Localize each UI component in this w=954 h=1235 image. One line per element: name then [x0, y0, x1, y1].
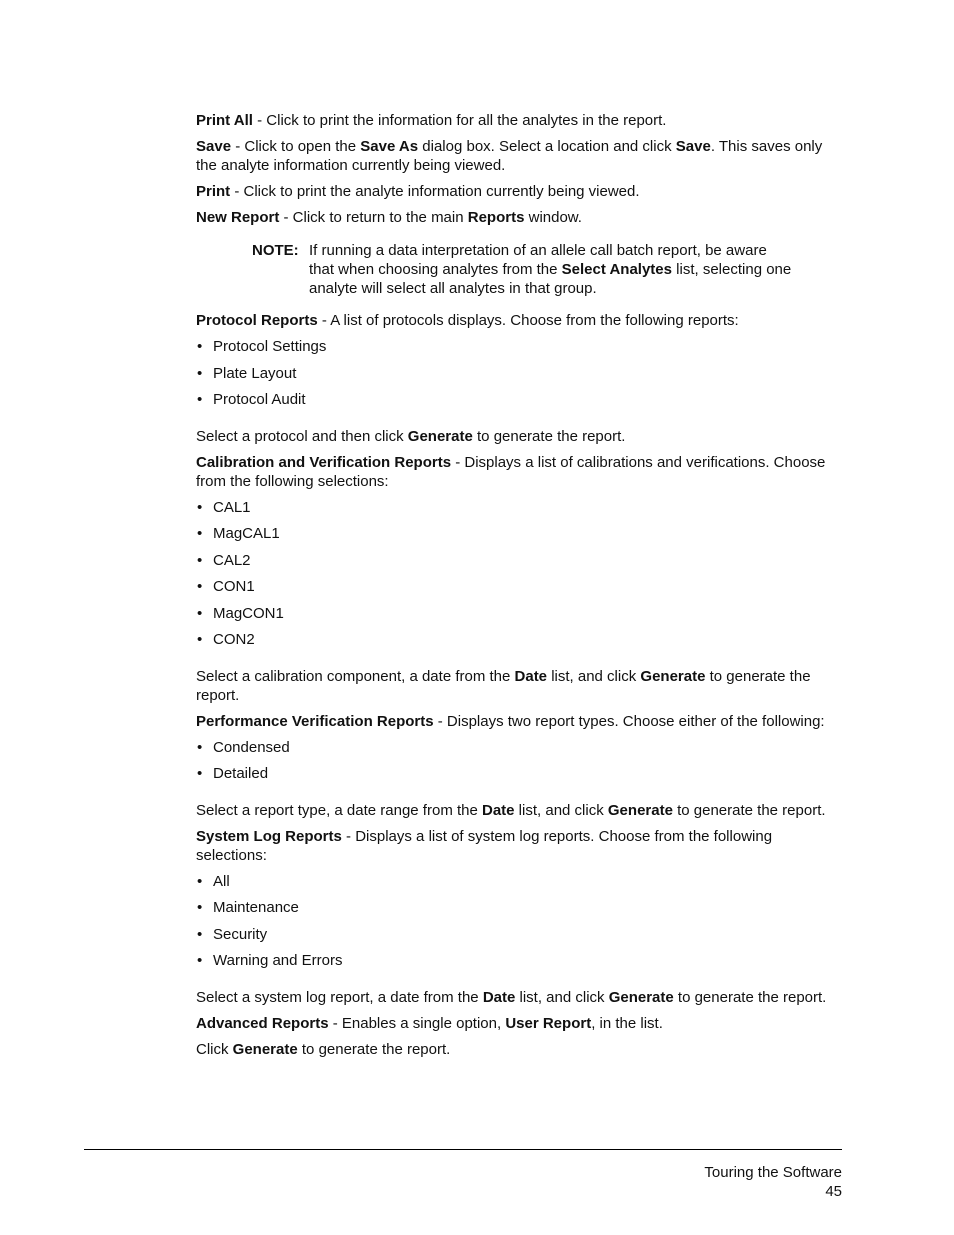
text-run: - A list of protocols displays. Choose from the following reports:	[317, 312, 739, 329]
list-item	[196, 764, 841, 791]
text-run: Select a calibration component, a date from the	[196, 667, 515, 685]
text-run: list, and click	[514, 801, 608, 819]
text-run: - Enables a single option,	[328, 1014, 506, 1032]
bullet-icon: •	[197, 765, 203, 782]
list-item	[196, 951, 841, 978]
note-label: NOTE:	[252, 242, 299, 259]
text-run: If running a data interpretation of an allele call batch report, be aware that when choosing analytes from the	[309, 242, 767, 278]
bold-term: User Report	[505, 1014, 592, 1032]
text-run: , in the list.	[591, 1014, 663, 1032]
bold-term: Reports	[467, 209, 525, 226]
list-item	[196, 551, 841, 578]
bullet-list	[196, 738, 841, 791]
text-run: list, selecting one analyte will select all analytes in that group.	[309, 261, 792, 297]
list-item-label: MagCON1	[213, 604, 284, 622]
bullet-icon: •	[197, 551, 203, 569]
text-run: - Displays a list of system log reports. Choose from the following selections:	[196, 827, 773, 864]
bold-term: Save	[196, 138, 232, 155]
bold-term: Save	[675, 138, 711, 155]
text-run: - Click to return to the main	[279, 209, 468, 226]
list-item-label: CAL2	[213, 551, 251, 569]
text-run: list, and click	[515, 988, 609, 1006]
bold-term: Generate	[640, 667, 706, 685]
text-run: to generate the report.	[297, 1040, 451, 1058]
bold-term: Select Analytes	[561, 261, 672, 278]
bold-term: Print	[196, 183, 231, 200]
text-run: Click	[196, 1040, 233, 1058]
text-run: dialog box. Select a location and click	[418, 138, 676, 155]
text-run: to generate the report.	[196, 667, 811, 704]
text-run: Select a protocol and then click	[196, 427, 408, 445]
bold-term: Performance Verification Reports	[196, 712, 434, 730]
paragraph	[196, 667, 841, 705]
paragraph	[196, 827, 841, 865]
bullet-list	[196, 872, 841, 978]
text-run: to generate the report.	[472, 427, 626, 445]
bold-term: Date	[514, 667, 548, 685]
bullet-list	[196, 498, 841, 657]
bold-term: Protocol Reports	[196, 312, 318, 329]
bold-term: Date	[482, 988, 516, 1006]
bold-term: Generate	[608, 988, 674, 1006]
page-footer	[704, 1163, 842, 1201]
page-body	[196, 111, 841, 1066]
paragraph	[196, 988, 841, 1007]
footer-divider	[84, 1149, 842, 1150]
list-item-label: Detailed	[213, 765, 269, 782]
list-item-label: CON1	[213, 578, 255, 595]
text-run: - Displays a list of calibrations and verifications. Choose from the following selections:	[196, 453, 826, 490]
bullet-icon: •	[197, 338, 203, 355]
bullet-list	[196, 337, 841, 417]
note-text	[309, 241, 792, 298]
list-item	[196, 925, 841, 952]
list-item	[196, 524, 841, 551]
list-item-label: Security	[213, 925, 268, 943]
bold-term: Print All	[196, 112, 253, 129]
list-item	[196, 498, 841, 525]
list-item	[196, 738, 841, 765]
list-item	[196, 577, 841, 604]
bold-term: Generate	[607, 801, 673, 819]
list-item-label: MagCAL1	[213, 525, 280, 542]
list-item-label: CON2	[213, 631, 255, 648]
paragraph	[196, 137, 841, 175]
paragraph	[196, 1014, 841, 1033]
footer-title: Touring the Software	[704, 1164, 842, 1181]
bullet-icon: •	[197, 578, 203, 595]
list-item-label: Maintenance	[213, 899, 299, 916]
list-item	[196, 390, 841, 417]
paragraph	[196, 801, 841, 820]
bold-term: Save As	[360, 138, 419, 155]
text-run: . This saves only the analyte information currently being viewed.	[196, 138, 823, 174]
paragraph	[196, 712, 841, 731]
list-item	[196, 898, 841, 925]
text-run: list, and click	[547, 667, 641, 685]
bullet-icon: •	[197, 525, 203, 542]
list-item-label: Warning and Errors	[213, 952, 343, 969]
list-item	[196, 872, 841, 899]
text-run: Select a system log report, a date from the	[196, 988, 483, 1006]
bullet-icon: •	[197, 952, 203, 969]
list-item-label: All	[213, 872, 230, 890]
page-number: 45	[825, 1183, 842, 1200]
bullet-icon: •	[197, 604, 203, 622]
bullet-icon: •	[197, 925, 203, 943]
bold-term: New Report	[196, 209, 280, 226]
text-run: window.	[524, 209, 582, 226]
list-item	[196, 364, 841, 391]
list-item-label: Plate Layout	[213, 364, 297, 382]
bullet-icon: •	[197, 872, 203, 890]
paragraph	[196, 1040, 841, 1059]
note-callout	[252, 241, 792, 298]
text-run: - Click to print the information for all the analytes in the report.	[252, 112, 667, 129]
list-item-label: Condensed	[213, 738, 290, 756]
paragraph	[196, 311, 841, 330]
bold-term: Generate	[232, 1040, 298, 1058]
bold-term: Advanced Reports	[196, 1014, 329, 1032]
bold-term: Calibration and Verification Reports	[196, 453, 452, 471]
list-item-label: CAL1	[213, 498, 251, 516]
paragraph	[196, 111, 841, 130]
text-run: Select a report type, a date range from the	[196, 801, 482, 819]
bullet-icon: •	[197, 899, 203, 916]
paragraph	[196, 182, 841, 201]
paragraph	[196, 453, 841, 491]
list-item-label: Protocol Audit	[213, 391, 306, 408]
bold-term: System Log Reports	[196, 827, 342, 845]
text-run: - Displays two report types. Choose either of the following:	[433, 712, 825, 730]
text-run: - Click to open the	[231, 138, 361, 155]
paragraph	[196, 427, 841, 446]
bullet-icon: •	[197, 364, 203, 382]
list-item	[196, 337, 841, 364]
bullet-icon: •	[197, 631, 203, 648]
text-run: to generate the report.	[672, 801, 826, 819]
text-run: - Click to print the analyte information currently being viewed.	[230, 183, 640, 200]
list-item-label: Protocol Settings	[213, 338, 327, 355]
paragraph	[196, 208, 841, 227]
bold-term: Date	[482, 801, 515, 819]
bold-term: Generate	[407, 427, 473, 445]
bullet-icon: •	[197, 391, 203, 408]
bullet-icon: •	[197, 738, 203, 756]
bullet-icon: •	[197, 498, 203, 516]
list-item	[196, 630, 841, 657]
list-item	[196, 604, 841, 631]
text-run: to generate the report.	[673, 988, 827, 1006]
